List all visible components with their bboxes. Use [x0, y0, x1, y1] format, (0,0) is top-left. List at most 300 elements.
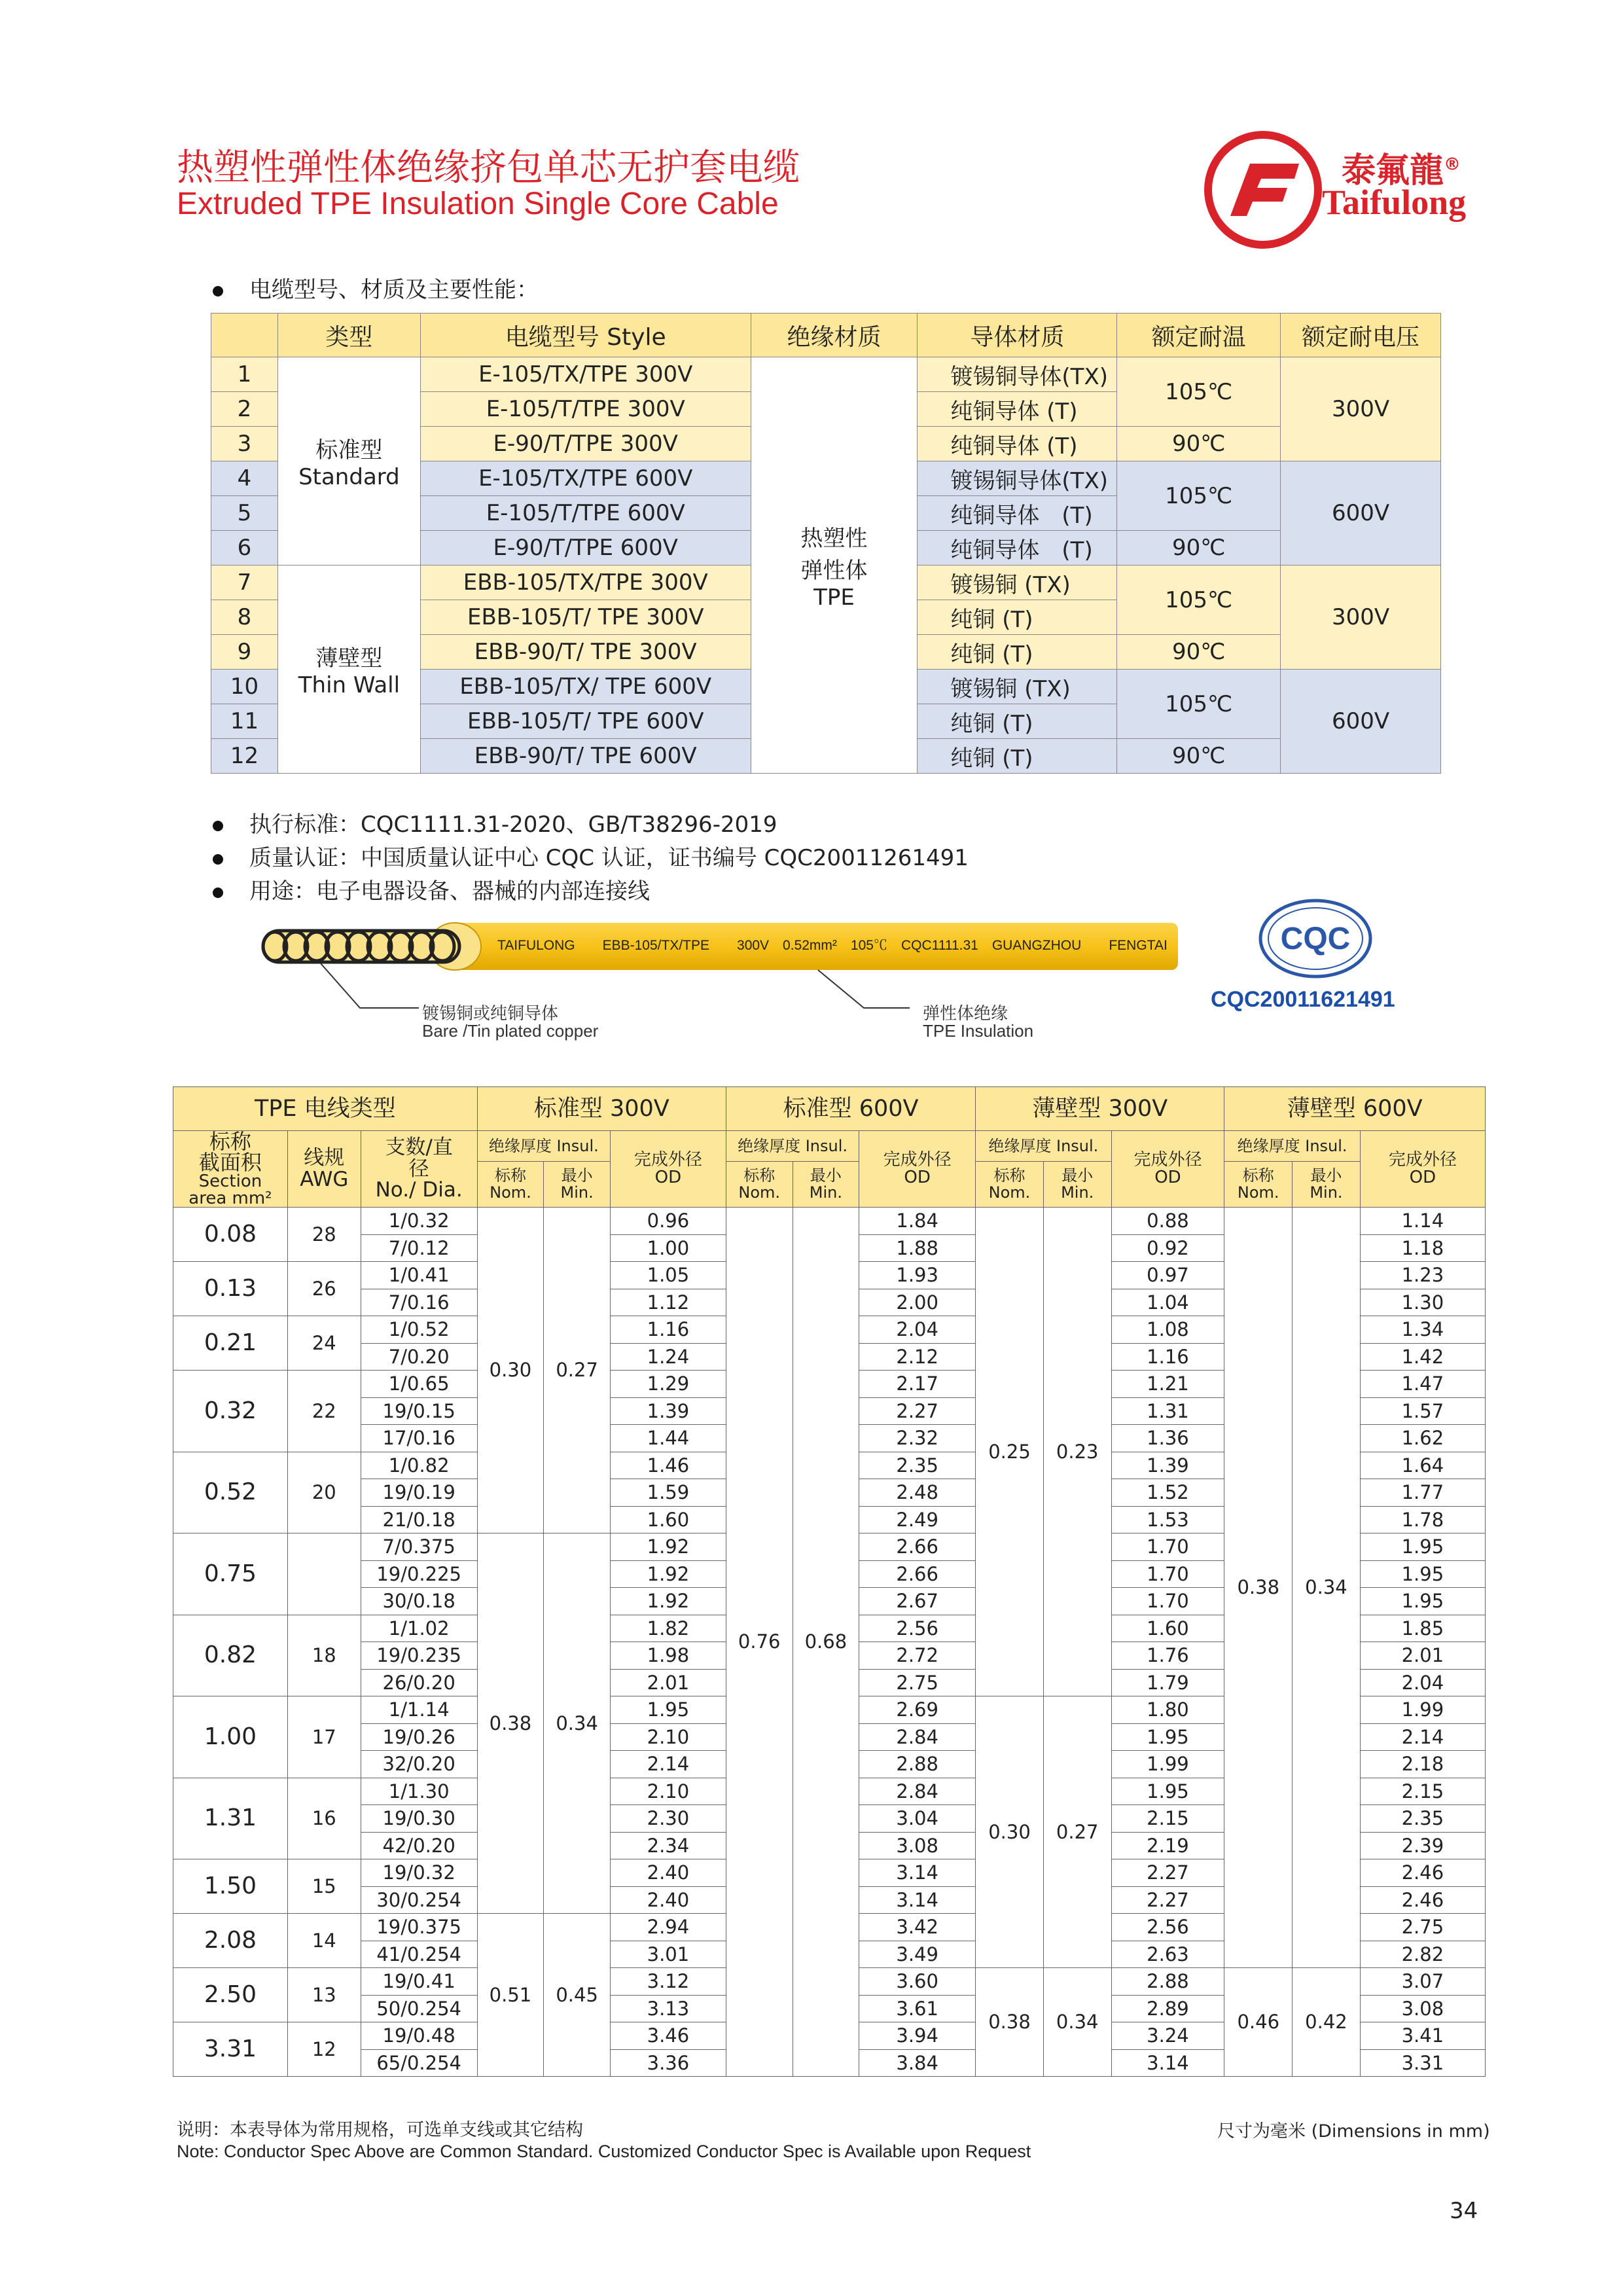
- dimension-table-body: [173, 1208, 1486, 2077]
- od-cell: 0.97: [1111, 1262, 1224, 1289]
- od-cell: 3.04: [859, 1805, 976, 1833]
- h-min: [1043, 1162, 1111, 1208]
- od-cell: 3.42: [859, 1914, 976, 1941]
- od-cell: 3.12: [610, 1968, 726, 1996]
- insulation-l2: 弹性体: [800, 557, 868, 584]
- spec-row-no: 7: [211, 565, 278, 600]
- od-cell: 1.31: [1111, 1397, 1224, 1425]
- h-nom-1: 标称: [743, 1166, 776, 1185]
- od-cell: 3.60: [859, 1968, 976, 1996]
- od-cell: 3.14: [859, 1886, 976, 1914]
- dimension-table: [173, 1086, 1486, 2077]
- od-cell: 2.10: [610, 1723, 726, 1751]
- od-cell: 1.99: [1360, 1696, 1485, 1724]
- table-row: [173, 1208, 1486, 1235]
- strand-cell: 19/0.235: [361, 1642, 477, 1670]
- h-strand-2: 径: [408, 1157, 429, 1181]
- h-min: [544, 1162, 611, 1208]
- od-cell: 2.75: [1360, 1914, 1485, 1941]
- od-cell: 1.08: [1111, 1316, 1224, 1344]
- od-cell: 2.67: [859, 1588, 976, 1615]
- strand-cell: 1/0.82: [361, 1452, 477, 1479]
- temp-cell: 105℃: [1117, 357, 1281, 427]
- h-nom-2: Nom.: [1237, 1183, 1279, 1202]
- strand-cell: 1/0.41: [361, 1262, 477, 1289]
- dim-header-row-2: [173, 1131, 1486, 1162]
- od-cell: 3.14: [859, 1859, 976, 1887]
- spec-row-no: 8: [211, 600, 278, 635]
- page-title-cn: 热塑性弹性体绝缘挤包单芯无护套电缆: [177, 147, 800, 189]
- h-min: [793, 1162, 859, 1208]
- strand-cell: 1/0.32: [361, 1208, 477, 1235]
- h-od: [859, 1131, 976, 1208]
- spec-header-type: 类型: [277, 314, 420, 357]
- h-min-2: Min.: [1061, 1183, 1094, 1202]
- od-cell: 2.40: [610, 1859, 726, 1887]
- h-od-1: 完成外径: [1388, 1149, 1457, 1170]
- od-cell: 2.19: [1111, 1832, 1224, 1859]
- h-od-2: OD: [654, 1168, 682, 1187]
- od-cell: 2.27: [859, 1397, 976, 1425]
- section-area-cell: 1.50: [173, 1859, 288, 1914]
- spec-header-conductor: 导体材质: [918, 314, 1117, 357]
- spec-row-no: 11: [211, 704, 278, 739]
- h-min-2: Min.: [809, 1183, 842, 1202]
- od-cell: 1.23: [1360, 1262, 1485, 1289]
- h-min-1: 最小: [1061, 1166, 1094, 1185]
- temp-cell: 105℃: [1117, 670, 1281, 739]
- od-cell: 3.49: [859, 1941, 976, 1968]
- h-min-1: 最小: [561, 1166, 593, 1185]
- h-strand: [361, 1131, 477, 1208]
- bullet-certification-text: 质量认证：中国质量认证中心 CQC 认证，证书编号 CQC20011261491: [249, 845, 969, 871]
- page-number: 34: [1450, 2198, 1478, 2224]
- od-cell: 3.84: [859, 2049, 976, 2077]
- group-std300: 标准型 300V: [477, 1087, 726, 1131]
- strand-cell: 1/0.65: [361, 1371, 477, 1398]
- od-cell: 2.63: [1111, 1941, 1224, 1968]
- od-cell: 1.84: [859, 1208, 976, 1235]
- spec-style: EBB-90/T/ TPE 300V: [420, 635, 751, 670]
- od-cell: 1.77: [1360, 1479, 1485, 1507]
- od-cell: 1.64: [1360, 1452, 1485, 1479]
- od-cell: 1.70: [1111, 1534, 1224, 1561]
- od-cell: 2.04: [1360, 1669, 1485, 1696]
- od-cell: 2.12: [859, 1343, 976, 1371]
- od-cell: 2.27: [1111, 1886, 1224, 1914]
- od-cell: 1.60: [1111, 1615, 1224, 1642]
- voltage-cell: 300V: [1281, 357, 1441, 461]
- insul-nom-cell: 0.38: [976, 1968, 1044, 2077]
- od-cell: 1.99: [1111, 1751, 1224, 1778]
- insul-min-cell: 0.45: [544, 1914, 611, 2077]
- od-cell: 2.40: [610, 1886, 726, 1914]
- od-cell: 1.95: [1360, 1534, 1485, 1561]
- spec-conductor: 纯铜导体 (T): [918, 392, 1117, 427]
- insul-nom-cell: 0.30: [976, 1696, 1044, 1968]
- spec-style: E-90/T/TPE 300V: [420, 427, 751, 461]
- od-cell: 1.29: [610, 1371, 726, 1398]
- bullet-usage: [213, 873, 650, 905]
- od-cell: 1.92: [610, 1534, 726, 1561]
- insulation-material-cell: [751, 357, 918, 774]
- insul-min-cell: 0.27: [544, 1208, 611, 1534]
- awg-cell: 14: [287, 1914, 361, 1968]
- spec-row-no: 9: [211, 635, 278, 670]
- od-cell: 3.08: [859, 1832, 976, 1859]
- section-area-cell: 0.82: [173, 1615, 288, 1696]
- section-area-cell: 0.75: [173, 1534, 288, 1615]
- od-cell: 1.24: [610, 1343, 726, 1371]
- strand-cell: 19/0.15: [361, 1397, 477, 1425]
- od-cell: 3.31: [1360, 2049, 1485, 2077]
- insul-nom-cell: 0.76: [726, 1208, 793, 2077]
- od-cell: 1.95: [1360, 1588, 1485, 1615]
- section-label-text: 电缆型号、材质及主要性能：: [249, 277, 539, 303]
- od-cell: 1.04: [1111, 1289, 1224, 1316]
- type-standard-en: Standard: [298, 464, 400, 490]
- section-area-cell: 3.31: [173, 2022, 288, 2077]
- section-area-cell: 0.32: [173, 1371, 288, 1452]
- spec-row-no: 10: [211, 670, 278, 704]
- od-cell: 3.01: [610, 1941, 726, 1968]
- temp-cell: 105℃: [1117, 565, 1281, 635]
- awg-cell: 28: [287, 1208, 361, 1262]
- od-cell: 3.41: [1360, 2022, 1485, 2050]
- h-strand-3: No./ Dia.: [375, 1178, 463, 1202]
- section-label: [213, 272, 539, 304]
- h-section-1: 标称: [209, 1129, 251, 1154]
- taifulong-logo-icon: [1201, 128, 1325, 252]
- section-area-cell: 0.08: [173, 1208, 288, 1262]
- od-cell: 2.01: [1360, 1642, 1485, 1670]
- od-cell: 1.18: [1360, 1234, 1485, 1262]
- cqc-logo-icon: [1257, 898, 1374, 980]
- insul-min-cell: 0.34: [1293, 1208, 1361, 1968]
- strand-cell: 32/0.20: [361, 1751, 477, 1778]
- type-standard-cell: [277, 357, 420, 565]
- section-area-cell: 1.00: [173, 1696, 288, 1778]
- od-cell: 2.32: [859, 1425, 976, 1452]
- od-cell: 1.52: [1111, 1479, 1224, 1507]
- spec-conductor: 纯铜导体 (T): [918, 496, 1117, 531]
- section-area-cell: 1.31: [173, 1778, 288, 1859]
- od-cell: 2.15: [1360, 1778, 1485, 1805]
- spec-header-row: [211, 314, 1441, 357]
- od-cell: 1.16: [1111, 1343, 1224, 1371]
- od-cell: 2.14: [610, 1751, 726, 1778]
- strand-cell: 7/0.375: [361, 1534, 477, 1561]
- h-nom-1: 标称: [494, 1166, 526, 1185]
- group-thin300: 薄壁型 300V: [976, 1087, 1224, 1131]
- od-cell: 3.46: [610, 2022, 726, 2050]
- od-cell: 1.85: [1360, 1615, 1485, 1642]
- cable-print-text: TAIFULONG EBB-105/TX/TPE 300V 0.52mm² 105℃ CQC1111.31 GUANGZHOU FENGTAI: [497, 938, 1168, 953]
- insul-min-cell: 0.68: [793, 1208, 859, 2077]
- section-area-cell: 2.08: [173, 1914, 288, 1968]
- h-strand-1: 支数/直: [385, 1136, 453, 1160]
- od-cell: 3.13: [610, 1995, 726, 2022]
- insul-nom-cell: 0.51: [477, 1914, 544, 2077]
- spec-style: E-105/TX/TPE 300V: [420, 357, 751, 392]
- od-cell: 2.27: [1111, 1859, 1224, 1887]
- od-cell: 2.30: [610, 1805, 726, 1833]
- od-cell: 1.92: [610, 1588, 726, 1615]
- od-cell: 1.46: [610, 1452, 726, 1479]
- strand-cell: 19/0.375: [361, 1914, 477, 1941]
- dim-title: TPE 电线类型: [173, 1087, 478, 1131]
- od-cell: 1.44: [610, 1425, 726, 1452]
- od-cell: 1.88: [859, 1234, 976, 1262]
- group-thin600: 薄壁型 600V: [1224, 1087, 1486, 1131]
- strand-cell: 19/0.19: [361, 1479, 477, 1507]
- strand-cell: 26/0.20: [361, 1669, 477, 1696]
- voltage-cell: 300V: [1281, 565, 1441, 670]
- od-cell: 2.66: [859, 1534, 976, 1561]
- h-nom: [726, 1162, 793, 1208]
- spec-style: E-105/TX/TPE 600V: [420, 461, 751, 496]
- spec-style: E-90/T/TPE 600V: [420, 531, 751, 565]
- spec-conductor: 纯铜 (T): [918, 704, 1117, 739]
- type-standard-cn: 标准型: [315, 437, 383, 463]
- spec-style: EBB-90/T/ TPE 600V: [420, 739, 751, 774]
- awg-cell: 26: [287, 1262, 361, 1316]
- h-nom: [1224, 1162, 1293, 1208]
- strand-cell: 1/1.30: [361, 1778, 477, 1805]
- strand-cell: 7/0.16: [361, 1289, 477, 1316]
- note-en: Note: Conductor Spec Above are Common Standard. Customized Conductor Spec is Available upon Request: [177, 2142, 1031, 2161]
- type-thin-en: Thin Wall: [298, 672, 401, 698]
- spec-conductor: 镀锡铜导体(TX): [918, 357, 1117, 392]
- temp-cell: 90℃: [1117, 635, 1281, 670]
- h-insul: 绝缘厚度 Insul.: [477, 1131, 610, 1162]
- registered-mark: ®: [1444, 154, 1461, 175]
- insul-nom-cell: 0.38: [1224, 1208, 1293, 1968]
- section-area-cell: 0.52: [173, 1452, 288, 1534]
- temp-cell: 90℃: [1117, 531, 1281, 565]
- spec-style: EBB-105/T/ TPE 600V: [420, 704, 751, 739]
- insulation-label-en: TPE Insulation: [923, 1021, 1034, 1041]
- od-cell: 2.35: [1360, 1805, 1485, 1833]
- od-cell: 1.95: [1111, 1778, 1224, 1805]
- od-cell: 2.17: [859, 1371, 976, 1398]
- od-cell: 1.60: [610, 1506, 726, 1534]
- section-area-cell: 0.13: [173, 1262, 288, 1316]
- h-nom-2: Nom.: [490, 1183, 531, 1202]
- od-cell: 3.61: [859, 1995, 976, 2022]
- od-cell: 1.70: [1111, 1560, 1224, 1588]
- awg-cell: 12: [287, 2022, 361, 2077]
- h-od-1: 完成外径: [1133, 1149, 1202, 1170]
- od-cell: 0.96: [610, 1208, 726, 1235]
- h-nom: [976, 1162, 1044, 1208]
- h-od: [1360, 1131, 1485, 1208]
- awg-cell: 24: [287, 1316, 361, 1371]
- h-nom-2: Nom.: [738, 1183, 781, 1202]
- od-cell: 1.92: [610, 1560, 726, 1588]
- bullet-usage-text: 用途：电子电器设备、器械的内部连接线: [249, 878, 650, 905]
- spec-conductor: 纯铜 (T): [918, 739, 1117, 774]
- section-area-cell: 2.50: [173, 1968, 288, 2022]
- od-cell: 1.16: [610, 1316, 726, 1344]
- insul-min-cell: 0.34: [544, 1534, 611, 1914]
- spec-row-no: 1: [211, 357, 278, 392]
- strand-cell: 1/1.14: [361, 1696, 477, 1724]
- h-od: [610, 1131, 726, 1208]
- strand-cell: 65/0.254: [361, 2049, 477, 2077]
- h-section-3: Section: [198, 1172, 262, 1191]
- od-cell: 2.84: [859, 1723, 976, 1751]
- bullet-icon: [213, 286, 223, 296]
- od-cell: 2.46: [1360, 1886, 1485, 1914]
- od-cell: 2.88: [1111, 1968, 1224, 1996]
- insulation-label-cn: 弹性体绝缘: [923, 1003, 1008, 1023]
- awg-cell: 17: [287, 1696, 361, 1778]
- od-cell: 1.30: [1360, 1289, 1485, 1316]
- od-cell: 2.39: [1360, 1832, 1485, 1859]
- temp-cell: 105℃: [1117, 461, 1281, 531]
- note-cn: 说明：本表导体为常用规格，可选单支线或其它结构: [177, 2120, 583, 2140]
- insul-nom-cell: 0.38: [477, 1534, 544, 1914]
- type-thin-cell: [277, 565, 420, 774]
- h-nom-1: 标称: [1242, 1166, 1274, 1185]
- od-cell: 2.35: [859, 1452, 976, 1479]
- awg-cell: 13: [287, 1968, 361, 2022]
- spec-style: EBB-105/TX/ TPE 600V: [420, 670, 751, 704]
- od-cell: 1.80: [1111, 1696, 1224, 1724]
- spec-conductor: 纯铜 (T): [918, 600, 1117, 635]
- od-cell: 1.57: [1360, 1397, 1485, 1425]
- insul-min-cell: 0.23: [1043, 1208, 1111, 1696]
- insul-min-cell: 0.34: [1043, 1968, 1111, 2077]
- od-cell: 1.95: [610, 1696, 726, 1724]
- h-min-1: 最小: [810, 1166, 842, 1185]
- od-cell: 3.24: [1111, 2022, 1224, 2050]
- od-cell: 1.76: [1111, 1642, 1224, 1670]
- awg-cell: 16: [287, 1778, 361, 1859]
- h-od: [1111, 1131, 1224, 1208]
- od-cell: 2.75: [859, 1669, 976, 1696]
- h-od-1: 完成外径: [883, 1149, 952, 1170]
- od-cell: 2.84: [859, 1778, 976, 1805]
- od-cell: 2.46: [1360, 1859, 1485, 1887]
- od-cell: 1.39: [610, 1397, 726, 1425]
- od-cell: 2.88: [859, 1751, 976, 1778]
- spec-style: EBB-105/TX/TPE 300V: [420, 565, 751, 600]
- group-std600: 标准型 600V: [726, 1087, 975, 1131]
- spec-row-no: 4: [211, 461, 278, 496]
- voltage-cell: 600V: [1281, 670, 1441, 774]
- strand-cell: 19/0.225: [361, 1560, 477, 1588]
- strand-cell: 30/0.18: [361, 1588, 477, 1615]
- spec-style: E-105/T/TPE 300V: [420, 392, 751, 427]
- insul-nom-cell: 0.30: [477, 1208, 544, 1534]
- strand-cell: 50/0.254: [361, 1995, 477, 2022]
- h-min: [1293, 1162, 1361, 1208]
- od-cell: 2.48: [859, 1479, 976, 1507]
- spec-header-temp: 额定耐温: [1117, 314, 1281, 357]
- od-cell: 1.21: [1111, 1371, 1224, 1398]
- h-nom: [477, 1162, 544, 1208]
- od-cell: 2.56: [859, 1615, 976, 1642]
- note-dimensions: 尺寸为毫米 (Dimensions in mm): [1217, 2121, 1490, 2142]
- strand-cell: 19/0.48: [361, 2022, 477, 2050]
- bullet-icon: [213, 888, 223, 898]
- conductor-label-en: Bare /Tin plated copper: [422, 1021, 599, 1041]
- dim-header-row-1: [173, 1087, 1486, 1131]
- h-awg: [287, 1131, 361, 1208]
- od-cell: 1.59: [610, 1479, 726, 1507]
- voltage-cell: 600V: [1281, 461, 1441, 565]
- bullet-icon: [213, 854, 223, 865]
- h-section-2: 截面积: [198, 1150, 262, 1175]
- insulation-l1: 热塑性: [800, 525, 868, 552]
- h-section-4: area mm²: [188, 1189, 272, 1208]
- od-cell: 1.34: [1360, 1316, 1485, 1344]
- od-cell: 1.95: [1111, 1723, 1224, 1751]
- spec-table: [211, 313, 1441, 774]
- type-thin-cn: 薄壁型: [315, 645, 383, 672]
- od-cell: 2.56: [1111, 1914, 1224, 1941]
- od-cell: 1.39: [1111, 1452, 1224, 1479]
- od-cell: 2.89: [1111, 1995, 1224, 2022]
- h-insul: 绝缘厚度 Insul.: [726, 1131, 859, 1162]
- h-awg-1: 线规: [304, 1146, 345, 1170]
- strand-cell: 42/0.20: [361, 1832, 477, 1859]
- bullet-certification: [213, 840, 969, 872]
- bullet-standard: [213, 806, 777, 838]
- spec-conductor: 纯铜 (T): [918, 635, 1117, 670]
- strand-cell: 1/0.52: [361, 1316, 477, 1344]
- awg-cell: 20: [287, 1452, 361, 1534]
- h-insul: 绝缘厚度 Insul.: [976, 1131, 1111, 1162]
- spec-conductor: 纯铜导体 (T): [918, 531, 1117, 565]
- h-section: [173, 1131, 288, 1208]
- od-cell: 2.49: [859, 1506, 976, 1534]
- strand-cell: 17/0.16: [361, 1425, 477, 1452]
- spec-conductor: 纯铜导体 (T): [918, 427, 1117, 461]
- od-cell: 2.18: [1360, 1751, 1485, 1778]
- od-cell: 2.10: [610, 1778, 726, 1805]
- spec-style: EBB-105/T/ TPE 300V: [420, 600, 751, 635]
- brand-cn-text: 泰氟龍: [1342, 151, 1444, 190]
- od-cell: 3.07: [1360, 1968, 1485, 1996]
- od-cell: 2.66: [859, 1560, 976, 1588]
- insul-nom-cell: 0.46: [1224, 1968, 1293, 2077]
- strand-cell: 7/0.20: [361, 1343, 477, 1371]
- od-cell: 1.00: [610, 1234, 726, 1262]
- od-cell: 2.72: [859, 1642, 976, 1670]
- od-cell: 3.94: [859, 2022, 976, 2050]
- spec-row: [211, 357, 1441, 392]
- od-cell: 1.78: [1360, 1506, 1485, 1534]
- h-od-2: OD: [1409, 1168, 1436, 1187]
- h-min-2: Min.: [1310, 1183, 1343, 1202]
- od-cell: 1.47: [1360, 1371, 1485, 1398]
- spec-conductor: 镀锡铜 (TX): [918, 565, 1117, 600]
- strand-cell: 7/0.12: [361, 1234, 477, 1262]
- insulation-l3: TPE: [813, 584, 855, 611]
- od-cell: 1.93: [859, 1262, 976, 1289]
- spec-conductor: 镀锡铜 (TX): [918, 670, 1117, 704]
- awg-cell: 15: [287, 1859, 361, 1914]
- strand-cell: 19/0.41: [361, 1968, 477, 1996]
- section-area-cell: 0.21: [173, 1316, 288, 1371]
- spec-row-no: 3: [211, 427, 278, 461]
- od-cell: 3.08: [1360, 1995, 1485, 2022]
- spec-header-voltage: 额定耐电压: [1281, 314, 1441, 357]
- od-cell: 2.82: [1360, 1941, 1485, 1968]
